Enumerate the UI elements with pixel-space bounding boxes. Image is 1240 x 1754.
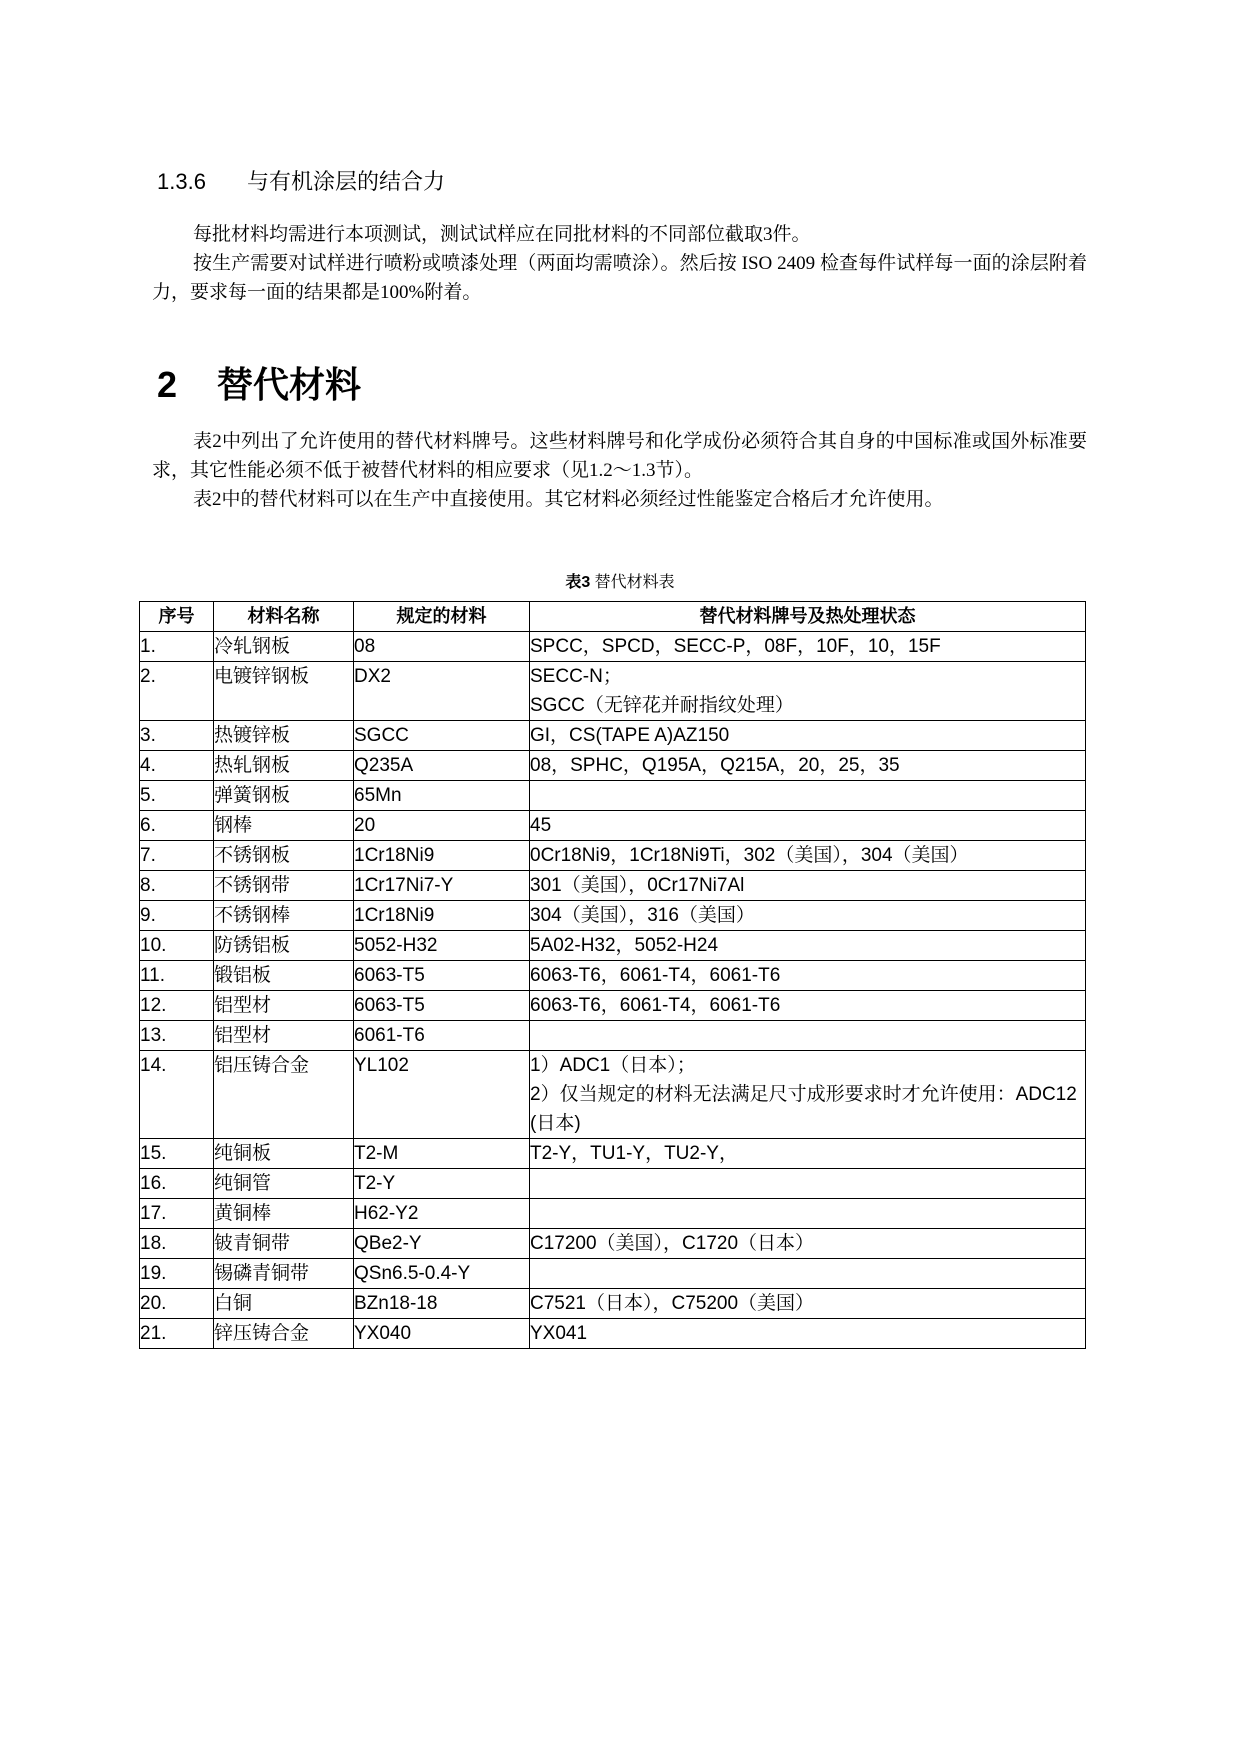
substitute-materials-table — [139, 601, 1086, 1349]
substitute-line: 1）ADC1（日本）； — [530, 1055, 696, 1076]
cell-material-name: 锡磷青铜带 — [214, 1259, 354, 1289]
section-number: 1.3.6 — [157, 169, 206, 194]
cell-substitute-grade — [530, 632, 1086, 662]
cell-no: 10. — [140, 931, 214, 961]
cell-specified-material: H62-Y2 — [354, 1199, 530, 1229]
cell-substitute-grade — [530, 1259, 1086, 1289]
table-row — [140, 1051, 1086, 1139]
table-row — [140, 781, 1086, 811]
section-heading-1-3-6 — [157, 165, 445, 196]
cell-substitute-grade — [530, 1229, 1086, 1259]
table-row — [140, 662, 1086, 721]
cell-substitute-grade — [530, 751, 1086, 781]
cell-material-name: 白铜 — [214, 1289, 354, 1319]
substitute-line — [530, 1169, 1085, 1198]
substitute-line: 6063-T6，6061-T4，6061-T6 — [530, 995, 781, 1016]
cell-material-name: 纯铜板 — [214, 1139, 354, 1169]
substitute-line: 45 — [530, 815, 552, 836]
cell-material-name: 铝型材 — [214, 1021, 354, 1051]
cell-substitute-grade — [530, 1169, 1086, 1199]
substitute-line: SECC-N； — [530, 666, 622, 687]
cell-material-name: 铍青铜带 — [214, 1229, 354, 1259]
table-row — [140, 1199, 1086, 1229]
cell-specified-material: SGCC — [354, 721, 530, 751]
cell-substitute-grade — [530, 721, 1086, 751]
cell-material-name: 热轧钢板 — [214, 751, 354, 781]
table-caption-title: 替代材料表 — [594, 574, 675, 591]
cell-substitute-grade — [530, 1139, 1086, 1169]
cell-no: 16. — [140, 1169, 214, 1199]
cell-specified-material: Q235A — [354, 751, 530, 781]
cell-substitute-grade — [530, 1051, 1086, 1139]
table-row — [140, 632, 1086, 662]
cell-material-name: 电镀锌钢板 — [214, 662, 354, 721]
table-row — [140, 931, 1086, 961]
substitute-line: YX041 — [530, 1323, 588, 1344]
paragraph: 每批材料均需进行本项测试，测试试样应在同批材料的不同部位截取3件。 — [193, 224, 811, 245]
substitute-line: 08，SPHC，Q195A，Q215A，20，25，35 — [530, 755, 900, 776]
cell-material-name: 锻铝板 — [214, 961, 354, 991]
substitute-line: C17200（美国），C1720（日本） — [530, 1233, 815, 1254]
cell-substitute-grade — [530, 991, 1086, 1021]
substitute-line: 5A02-H32，5052-H24 — [530, 935, 719, 956]
table-row — [140, 1021, 1086, 1051]
cell-no: 1. — [140, 632, 214, 662]
cell-specified-material: T2-M — [354, 1139, 530, 1169]
substitute-line — [530, 1021, 1085, 1050]
cell-material-name: 不锈钢板 — [214, 841, 354, 871]
cell-material-name: 锌压铸合金 — [214, 1319, 354, 1349]
cell-specified-material: 20 — [354, 811, 530, 841]
cell-no: 17. — [140, 1199, 214, 1229]
cell-no: 7. — [140, 841, 214, 871]
cell-specified-material: 6063-T5 — [354, 991, 530, 1021]
table-caption — [0, 569, 1240, 592]
cell-substitute-grade — [530, 1319, 1086, 1349]
cell-specified-material: 1Cr18Ni9 — [354, 901, 530, 931]
cell-specified-material: 08 — [354, 632, 530, 662]
chapter-number: 2 — [157, 364, 178, 405]
cell-no: 5. — [140, 781, 214, 811]
cell-no: 3. — [140, 721, 214, 751]
chapter-heading-2 — [157, 357, 361, 408]
cell-material-name: 钢棒 — [214, 811, 354, 841]
cell-specified-material: 6061-T6 — [354, 1021, 530, 1051]
cell-no: 2. — [140, 662, 214, 721]
substitute-line: SGCC（无锌花并耐指纹处理） — [530, 695, 794, 716]
table-row — [140, 1139, 1086, 1169]
table-row — [140, 961, 1086, 991]
header-substitute-grade: 替代材料牌号及热处理状态 — [530, 602, 1086, 632]
cell-substitute-grade — [530, 1289, 1086, 1319]
cell-substitute-grade — [530, 781, 1086, 811]
cell-no: 18. — [140, 1229, 214, 1259]
cell-substitute-grade — [530, 1021, 1086, 1051]
cell-material-name: 防锈铝板 — [214, 931, 354, 961]
cell-material-name: 不锈钢棒 — [214, 901, 354, 931]
cell-substitute-grade — [530, 961, 1086, 991]
cell-specified-material: YX040 — [354, 1319, 530, 1349]
cell-substitute-grade — [530, 931, 1086, 961]
table-row — [140, 751, 1086, 781]
paragraph: 按生产需要对试样进行喷粉或喷漆处理（两面均需喷涂）。然后按 ISO 2409 检查每件试样每一面的涂层附着力，要求每一面的结果都是100%附着。 — [152, 253, 1087, 303]
cell-specified-material: YL102 — [354, 1051, 530, 1139]
cell-substitute-grade — [530, 811, 1086, 841]
cell-no: 15. — [140, 1139, 214, 1169]
cell-no: 19. — [140, 1259, 214, 1289]
cell-no: 21. — [140, 1319, 214, 1349]
substitute-line: C7521（日本），C75200（美国） — [530, 1293, 815, 1314]
cell-no: 14. — [140, 1051, 214, 1139]
cell-no: 13. — [140, 1021, 214, 1051]
cell-material-name: 铝型材 — [214, 991, 354, 1021]
cell-material-name: 弹簧钢板 — [214, 781, 354, 811]
cell-specified-material: T2-Y — [354, 1169, 530, 1199]
table-row — [140, 991, 1086, 1021]
cell-specified-material: 65Mn — [354, 781, 530, 811]
section-title: 与有机涂层的结合力 — [247, 169, 446, 194]
cell-specified-material: DX2 — [354, 662, 530, 721]
cell-substitute-grade — [530, 871, 1086, 901]
header-specified-material: 规定的材料 — [354, 602, 530, 632]
cell-material-name: 纯铜管 — [214, 1169, 354, 1199]
substitute-line: 6063-T6，6061-T4，6061-T6 — [530, 965, 781, 986]
cell-specified-material: 1Cr18Ni9 — [354, 841, 530, 871]
cell-no: 4. — [140, 751, 214, 781]
cell-substitute-grade — [530, 841, 1086, 871]
substitute-line — [530, 781, 1085, 810]
cell-no: 12. — [140, 991, 214, 1021]
table-row — [140, 841, 1086, 871]
cell-specified-material: 1Cr17Ni7-Y — [354, 871, 530, 901]
substitute-line: SPCC，SPCD，SECC-P，08F，10F，10，15F — [530, 636, 941, 657]
substitute-line: T2-Y，TU1-Y，TU2-Y， — [530, 1143, 738, 1164]
cell-no: 6. — [140, 811, 214, 841]
chapter-title: 替代材料 — [217, 364, 362, 405]
cell-specified-material: 5052-H32 — [354, 931, 530, 961]
substitute-line — [530, 1259, 1085, 1288]
table-body — [140, 632, 1086, 1349]
header-material-name: 材料名称 — [214, 602, 354, 632]
cell-specified-material: QSn6.5-0.4-Y — [354, 1259, 530, 1289]
cell-no: 8. — [140, 871, 214, 901]
substitute-line: 2）仅当规定的材料无法满足尺寸成形要求时才允许使用：ADC12 (日本) — [530, 1084, 1077, 1134]
paragraph: 表2中列出了允许使用的替代材料牌号。这些材料牌号和化学成份必须符合其自身的中国标准或国外标准要求，其它性能必须不低于被替代材料的相应要求（见1.2～1.3节）。 — [152, 431, 1087, 481]
table-row — [140, 1289, 1086, 1319]
cell-specified-material: 6063-T5 — [354, 961, 530, 991]
substitute-line: 304（美国），316（美国） — [530, 905, 755, 926]
cell-material-name: 冷轧钢板 — [214, 632, 354, 662]
table-row — [140, 901, 1086, 931]
table-header-row — [140, 602, 1086, 632]
table-caption-label: 表3 — [565, 574, 591, 591]
cell-material-name: 铝压铸合金 — [214, 1051, 354, 1139]
substitute-line: GI，CS(TAPE A)AZ150 — [530, 725, 730, 746]
cell-no: 20. — [140, 1289, 214, 1319]
table-row — [140, 1169, 1086, 1199]
table-row — [140, 1259, 1086, 1289]
substitute-line: 0Cr18Ni9，1Cr18Ni9Ti，302（美国），304（美国） — [530, 845, 969, 866]
substitute-line — [530, 1199, 1085, 1228]
table-row — [140, 871, 1086, 901]
cell-substitute-grade — [530, 662, 1086, 721]
substitute-line: 301（美国），0Cr17Ni7Al — [530, 875, 745, 896]
cell-material-name: 黄铜棒 — [214, 1199, 354, 1229]
cell-material-name: 不锈钢带 — [214, 871, 354, 901]
cell-specified-material: QBe2-Y — [354, 1229, 530, 1259]
cell-no: 9. — [140, 901, 214, 931]
cell-substitute-grade — [530, 1199, 1086, 1229]
cell-substitute-grade — [530, 901, 1086, 931]
cell-material-name: 热镀锌板 — [214, 721, 354, 751]
table-row — [140, 721, 1086, 751]
header-no: 序号 — [140, 602, 214, 632]
paragraph: 表2中的替代材料可以在生产中直接使用。其它材料必须经过性能鉴定合格后才允许使用。 — [193, 489, 944, 510]
table-row — [140, 1319, 1086, 1349]
table-row — [140, 1229, 1086, 1259]
cell-no: 11. — [140, 961, 214, 991]
cell-specified-material: BZn18-18 — [354, 1289, 530, 1319]
table-row — [140, 811, 1086, 841]
